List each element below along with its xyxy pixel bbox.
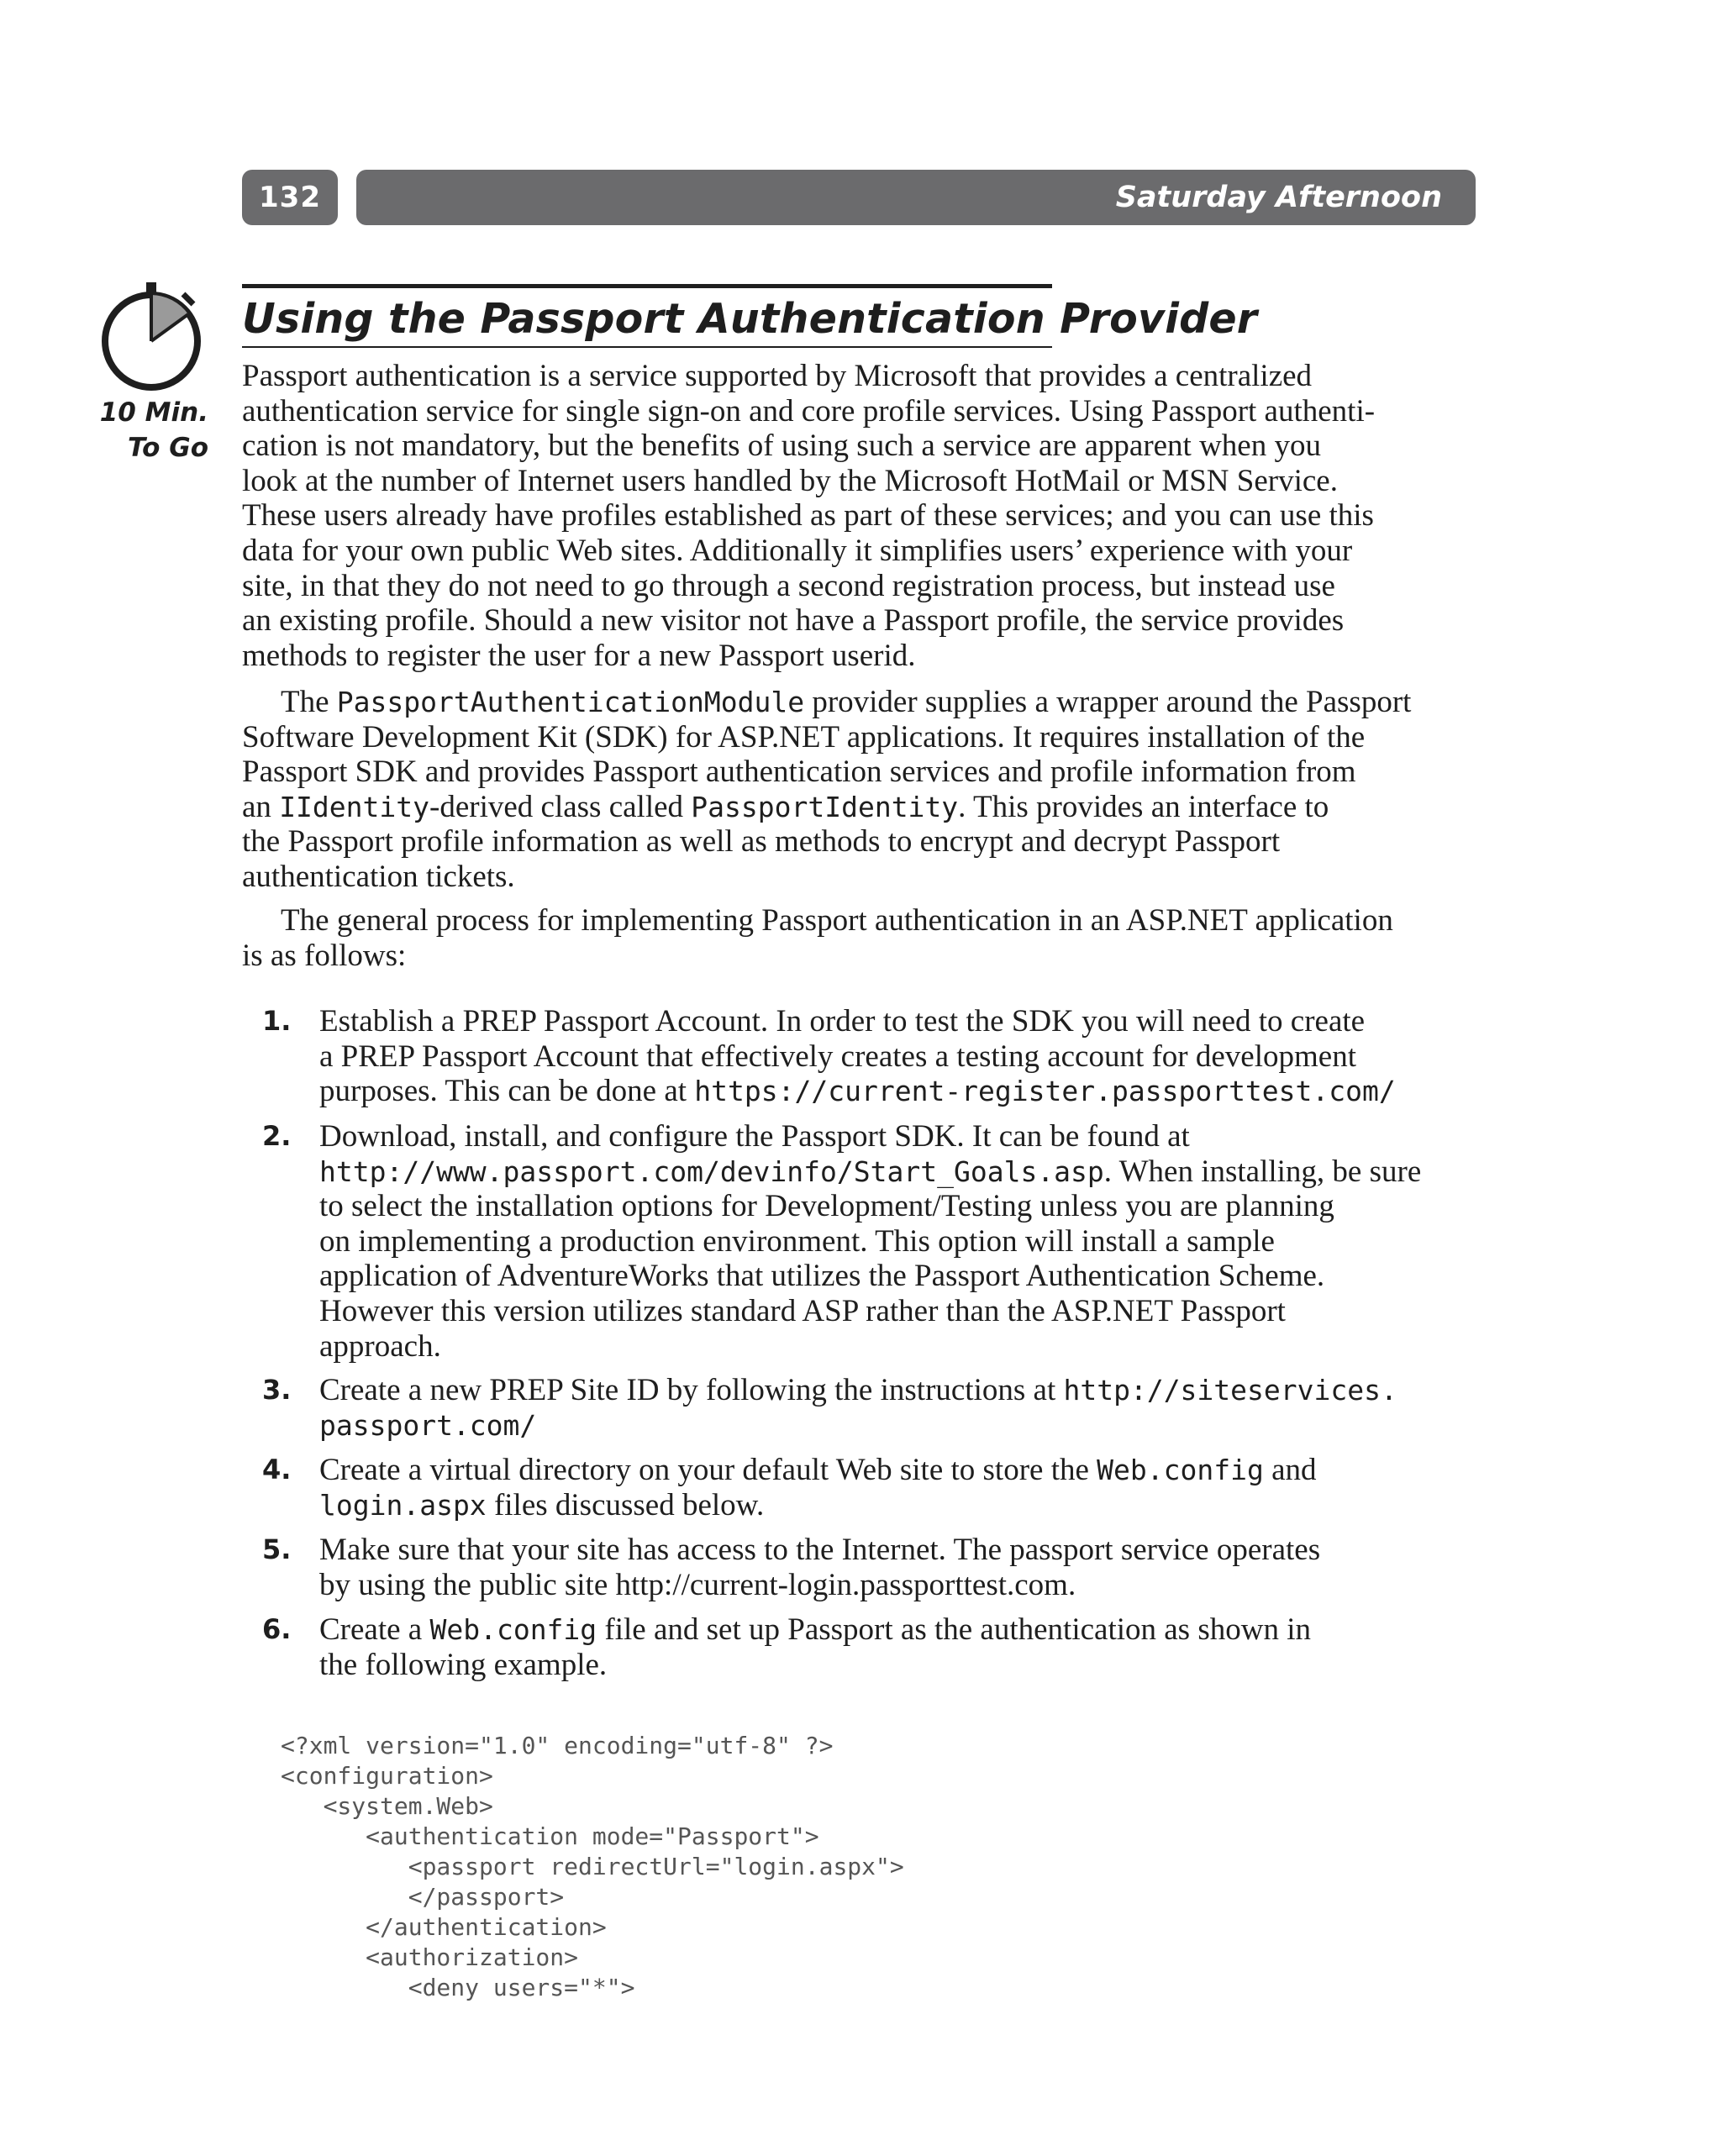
stopwatch-icon xyxy=(99,282,208,392)
list-number: 6. xyxy=(262,1613,292,1645)
code-line: <configuration> xyxy=(281,1762,493,1790)
url-link: http://siteservices. xyxy=(1063,1374,1397,1407)
text-run: files discussed below. xyxy=(486,1487,765,1522)
inline-code: Web.config xyxy=(429,1613,597,1646)
text-line: an existing profile. Should a new visitor not have a Passport profile, the service provides xyxy=(242,603,1345,639)
text-line: a PREP Passport Account that effectively creates a testing account for development xyxy=(319,1039,1356,1074)
inline-code: PassportIdentity xyxy=(691,790,959,823)
text-run: . When installing, be sure xyxy=(1103,1154,1422,1189)
inline-code: PassportAuthenticationModule xyxy=(336,686,805,718)
url-link: https://current-register.passporttest.com/ xyxy=(694,1075,1396,1108)
list-number: 4. xyxy=(262,1454,292,1486)
text-run: purposes. This can be done at xyxy=(319,1074,695,1109)
heading-rule xyxy=(242,284,1052,288)
timer-label-line1: 10 Min. xyxy=(99,397,208,428)
code-line: <?xml version="1.0" encoding="utf-8" ?> xyxy=(281,1732,834,1759)
text-line: authentication service for single sign-on and core profile services. Using Passport authenti- xyxy=(242,393,1376,429)
list-number: 5. xyxy=(262,1533,292,1565)
heading-underline xyxy=(242,346,1052,348)
code-line: </passport> xyxy=(281,1883,565,1911)
text-line xyxy=(319,1408,1397,1443)
text-line: application of AdventureWorks that utilizes the Passport Authentication Scheme. xyxy=(319,1259,1325,1294)
text-line: Download, install, and configure the Passport SDK. It can be found at xyxy=(319,1119,1190,1154)
section-heading: Using the Passport Authentication Provider xyxy=(242,295,1258,343)
code-line: <passport redirectUrl="login.aspx"> xyxy=(281,1853,904,1880)
running-head xyxy=(356,170,1476,225)
text-line: site, in that they do not need to go through a second registration process, but instead use xyxy=(242,568,1335,603)
text-line xyxy=(319,1373,1397,1408)
text-run: file and set up Passport as the authentication as shown in xyxy=(597,1612,1311,1647)
text-line xyxy=(319,1154,1421,1190)
text-run: an xyxy=(242,789,280,824)
text-line: The general process for implementing Passport authentication in an ASP.NET application xyxy=(281,903,1393,938)
text-line: Passport SDK and provides Passport authentication services and profile information from xyxy=(242,755,1356,790)
paragraph-1 xyxy=(242,359,1477,673)
running-head-text: Saturday Afternoon xyxy=(1115,181,1442,214)
text-line xyxy=(319,1612,1311,1648)
list-number: 1. xyxy=(262,1005,292,1037)
text-run: and xyxy=(1263,1453,1317,1487)
page-number: 132 xyxy=(242,170,338,225)
text-run: provider supplies a wrapper around the Passport xyxy=(804,685,1412,719)
text-line xyxy=(319,1453,1317,1488)
timer-label xyxy=(99,395,208,465)
inline-code: login.aspx xyxy=(319,1488,487,1522)
text-line: methods to register the user for a new Passport userid. xyxy=(242,638,916,673)
code-block xyxy=(281,1731,904,2003)
paragraph-2 xyxy=(242,685,1477,895)
text-line: is as follows: xyxy=(242,938,407,973)
timer-label-line2: To Go xyxy=(128,433,208,463)
text-line: data for your own public Web sites. Additionally it simplifies users’ experience with your xyxy=(242,533,1353,568)
text-line xyxy=(242,685,1477,720)
code-line: <authentication mode="Passport"> xyxy=(281,1822,819,1850)
text-line xyxy=(319,1074,1396,1109)
text-run: -derived class called xyxy=(429,789,692,824)
text-line: the following example. xyxy=(319,1647,608,1682)
list-number: 3. xyxy=(262,1374,292,1406)
text-run: Create a virtual directory on your default Web site to store the xyxy=(319,1453,1097,1487)
text-run: Create a xyxy=(319,1612,430,1647)
text-line xyxy=(319,1488,1317,1523)
text-line: These users already have profiles established as part of these services; and you can use this xyxy=(242,498,1374,534)
text-run: The xyxy=(281,685,337,719)
code-line: </authentication> xyxy=(281,1913,607,1941)
text-line: approach. xyxy=(319,1328,441,1364)
inline-code: IIdentity xyxy=(279,790,429,823)
inline-code: Web.config xyxy=(1097,1454,1264,1486)
text-line: by using the public site http://current-login.passporttest.com. xyxy=(319,1567,1076,1602)
text-run: Create a new PREP Site ID by following the instructions at xyxy=(319,1373,1064,1407)
text-line xyxy=(242,790,1477,825)
url-link: passport.com/ xyxy=(319,1408,537,1442)
text-line: on implementing a production environment. This option will install a sample xyxy=(319,1223,1275,1259)
text-line: Software Development Kit (SDK) for ASP.NET applications. It requires installation of the xyxy=(242,719,1366,755)
paragraph-3 xyxy=(242,903,1477,973)
text-line: Passport authentication is a service supported by Microsoft that provides a centralized xyxy=(242,359,1313,393)
text-line: authentication tickets. xyxy=(242,859,515,894)
text-line: look at the number of Internet users handled by the Microsoft HotMail or MSN Service. xyxy=(242,463,1338,498)
list-number: 2. xyxy=(262,1120,292,1152)
text-run: . This provides an interface to xyxy=(958,789,1329,824)
text-line: Make sure that your site has access to the Internet. The passport service operates xyxy=(319,1533,1321,1567)
text-line: to select the installation options for Development/Testing unless you are planning xyxy=(319,1189,1334,1224)
text-line: Establish a PREP Passport Account. In order to test the SDK you will need to create xyxy=(319,1004,1366,1039)
code-line: <authorization> xyxy=(281,1943,579,1971)
text-line: cation is not mandatory, but the benefits of using such a service are apparent when you xyxy=(242,429,1321,464)
code-line: <deny users="*"> xyxy=(281,1974,635,2001)
code-line: <system.Web> xyxy=(281,1792,493,1820)
url-link: http://www.passport.com/devinfo/Start_Goals.asp xyxy=(319,1154,1104,1188)
text-line: the Passport profile information as well as methods to encrypt and decrypt Passport xyxy=(242,824,1281,860)
text-line: However this version utilizes standard ASP rather than the ASP.NET Passport xyxy=(319,1293,1286,1328)
